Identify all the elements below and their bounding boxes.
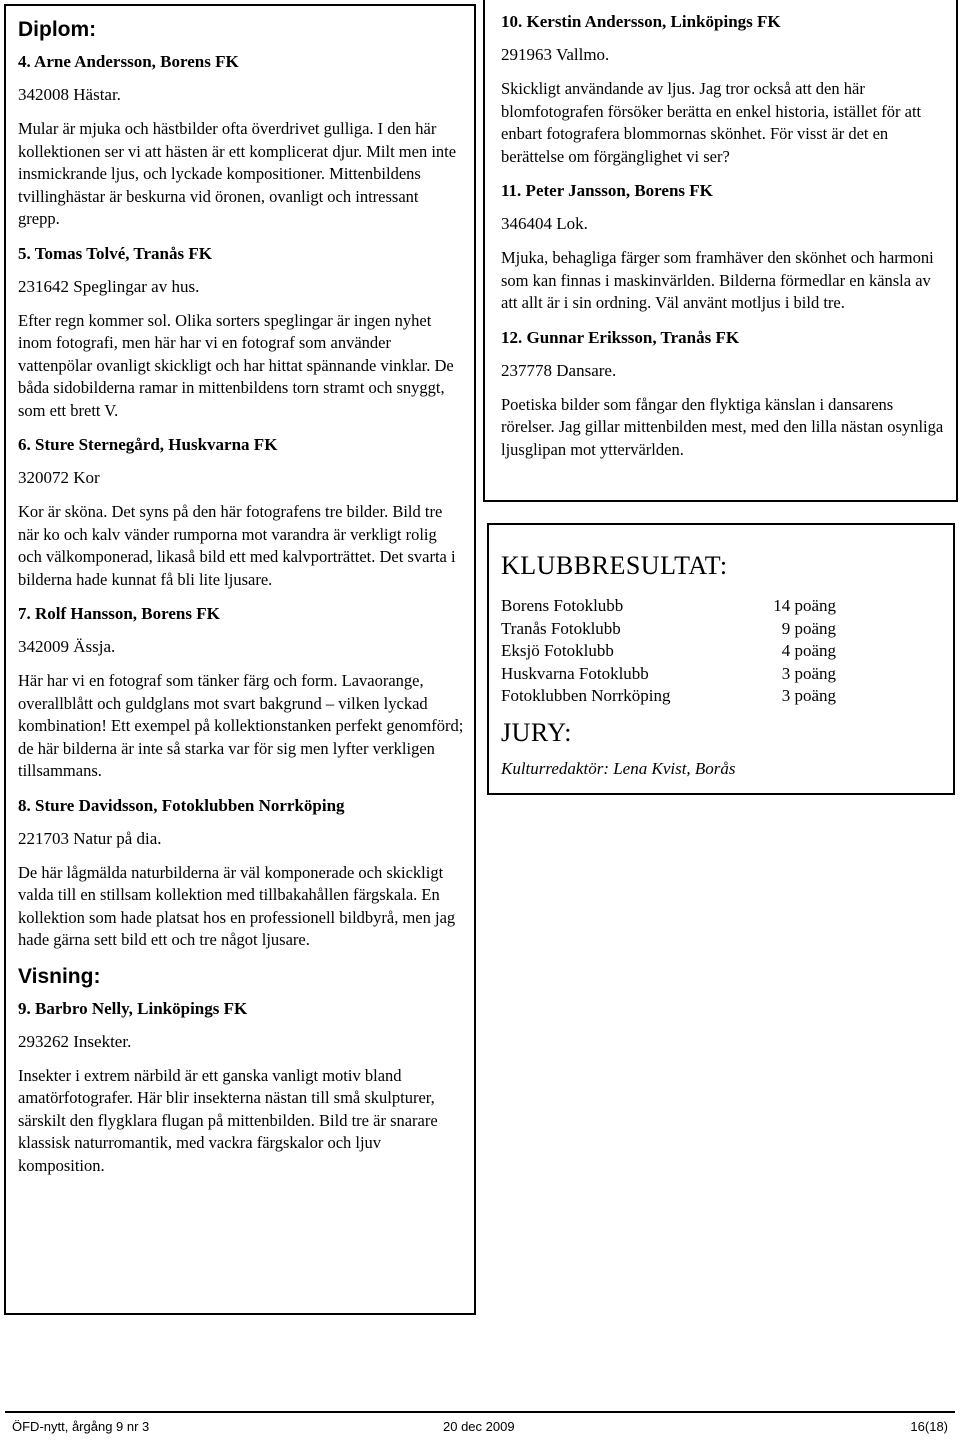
entry-title: 11. Peter Jansson, Borens FK: [501, 181, 713, 200]
entry-code: 221703 Natur på dia.: [18, 828, 162, 848]
entry-comment: Insekter i extrem närbild är ett ganska vanligt motiv bland amatörfotografer. Här blir insekterna nästan till små skulpturer, särskilt den flygklara flugan på mittenbilden. Bild tre är snarare klassisk naturromantik, med vackra färgskalor och ljuv komposition.: [18, 1065, 438, 1175]
footer-divider: [5, 1411, 955, 1413]
jury-entry: [501, 328, 946, 462]
entry-code: 342008 Hästar.: [18, 85, 121, 104]
club-results-heading: KLUBBRESULTAT:: [501, 551, 728, 580]
left-column: [4, 4, 476, 1315]
entry-code: 346404 Lok.: [501, 214, 588, 233]
page-footer: [0, 1411, 960, 1439]
visning-heading: Visning:: [18, 964, 101, 988]
club-name: Fotoklubben Norrköping: [501, 686, 671, 705]
entry-code: 237778 Dansare.: [501, 360, 617, 380]
entry-code: 231642 Speglingar av hus.: [18, 276, 200, 296]
entry-comment: Skickligt användande av ljus. Jag tror också att den här blomfotografen försöker berätta en enkel historia, istället för att enbart fotografera blommornas skönhet. För visst är det en berättelse om förgänglighet vi ser?: [501, 79, 922, 166]
jury-member: Kulturredaktör: Lena Kvist, Borås: [501, 758, 736, 778]
footer-publication: ÖFD-nytt, årgång 9 nr 3: [12, 1419, 150, 1434]
entry-comment: De här lågmälda naturbilderna är väl komponerade och skickligt valda till en stillsam kollektion med tillbakahållen färgskala. En kollektion som hade platsat hos en professionell bildbyrå, men jag hade gärna sett bild ett och tre något ljusare.: [18, 862, 456, 949]
club-name: Huskvarna Fotoklubb: [501, 663, 649, 683]
club-results-box: [487, 523, 955, 795]
jury-entry: [501, 12, 946, 168]
jury-entry: [18, 604, 464, 783]
entry-comment: Poetiska bilder som fångar den flyktiga känslan i dansarens rörelser. Jag gillar mittenbilden mest, med den lilla nästan osynliga ljusglipan mot yttervärlden.: [501, 394, 944, 459]
club-points: 3 poäng: [781, 686, 836, 705]
club-name: Borens Fotoklubb: [501, 596, 624, 615]
club-name: Eksjö Fotoklubb: [501, 641, 614, 660]
entry-comment: Mular är mjuka och hästbilder ofta överdrivet gulliga. I den här kollektionen ser vi att hästen är ett komplicerat djur. Milt men inte insmickrande ljus, och lyckade kompositioner. Mittenbildens tvillinghästar är beskurna vid öronen, ovanligt och intressant grepp.: [18, 119, 457, 228]
jury-entry: [18, 244, 464, 423]
club-result-row: [501, 618, 836, 641]
club-points: 4 poäng: [781, 641, 836, 660]
entry-title: 5. Tomas Tolvé, Tranås FK: [18, 243, 212, 263]
entry-code: 320072 Kor: [18, 468, 100, 487]
jury-entry: [501, 181, 946, 315]
entry-title: 10. Kerstin Andersson, Linköpings FK: [501, 12, 781, 31]
entry-code: 293262 Insekter.: [18, 1031, 132, 1051]
entry-title: 8. Sture Davidsson, Fotoklubben Norrköping: [18, 795, 345, 815]
club-points: 14 poäng: [773, 596, 836, 615]
entry-title: 12. Gunnar Eriksson, Tranås FK: [501, 327, 740, 347]
entry-title: 4. Arne Andersson, Borens FK: [18, 52, 239, 71]
entry-title: 9. Barbro Nelly, Linköpings FK: [18, 998, 248, 1018]
entry-code: 291963 Vallmo.: [501, 45, 610, 64]
club-points: 3 poäng: [781, 663, 836, 683]
club-result-row: [501, 595, 836, 618]
jury-heading: JURY:: [501, 717, 572, 747]
entry-comment: Mjuka, behagliga färger som framhäver den skönhet och harmoni som kan finnas i maskinvärlden. Bilderna förmedlar en känsla av att allt är i sin ordning. Väl använt motljus i bild tre.: [501, 248, 934, 312]
entry-title: 6. Sture Sternegård, Huskvarna FK: [18, 435, 278, 454]
entry-comment: Kor är sköna. Det syns på den här fotografens tre bilder. Bild tre när ko och kalv vänder rumporna mot varandra är verkligt rolig och välkomponerad, likaså bild ett med kalvporträttet. Det svarta i bilderna hade kunnat få bli lite ljusare.: [18, 502, 456, 589]
club-result-row: [501, 663, 836, 686]
footer-date: 20 dec 2009: [443, 1419, 515, 1434]
diplom-entries: [18, 52, 464, 952]
club-result-row: [501, 685, 836, 708]
right-column: [483, 0, 958, 502]
entry-comment: Efter regn kommer sol. Olika sorters speglingar är ingen nyhet inom fotografi, men här har vi en fotograf som använder vattenpölar ovanligt skickligt och har hittat spännande vinklar. De båda sidobilderna ramar in mittenbildens torn stramt och snyggt, som ett brett V.: [18, 310, 454, 420]
jury-entry: [18, 796, 464, 952]
visning-entries: [18, 999, 464, 1178]
entry-code: 342009 Ässja.: [18, 637, 116, 656]
club-results-table: [501, 595, 836, 708]
jury-entry: [18, 52, 464, 231]
right-entries: [501, 12, 946, 461]
entry-title: 7. Rolf Hansson, Borens FK: [18, 604, 220, 623]
club-points: 9 poäng: [781, 618, 836, 638]
jury-entry: [18, 435, 464, 591]
jury-entry: [18, 999, 464, 1178]
club-result-row: [501, 640, 836, 663]
diplom-heading: Diplom:: [18, 18, 97, 41]
entry-comment: Här har vi en fotograf som tänker färg och form. Lavaorange, overallblått och guldglans mot svart bakgrund – vilken lyckad kombination! Ett exempel på kollektionstanken perfekt genomförd; de här bilderna är inte så starka var för sig men lyfter verkligen tillsammans.: [18, 671, 464, 780]
footer-page-number: 16(18): [910, 1419, 948, 1434]
club-name: Tranås Fotoklubb: [501, 618, 621, 638]
